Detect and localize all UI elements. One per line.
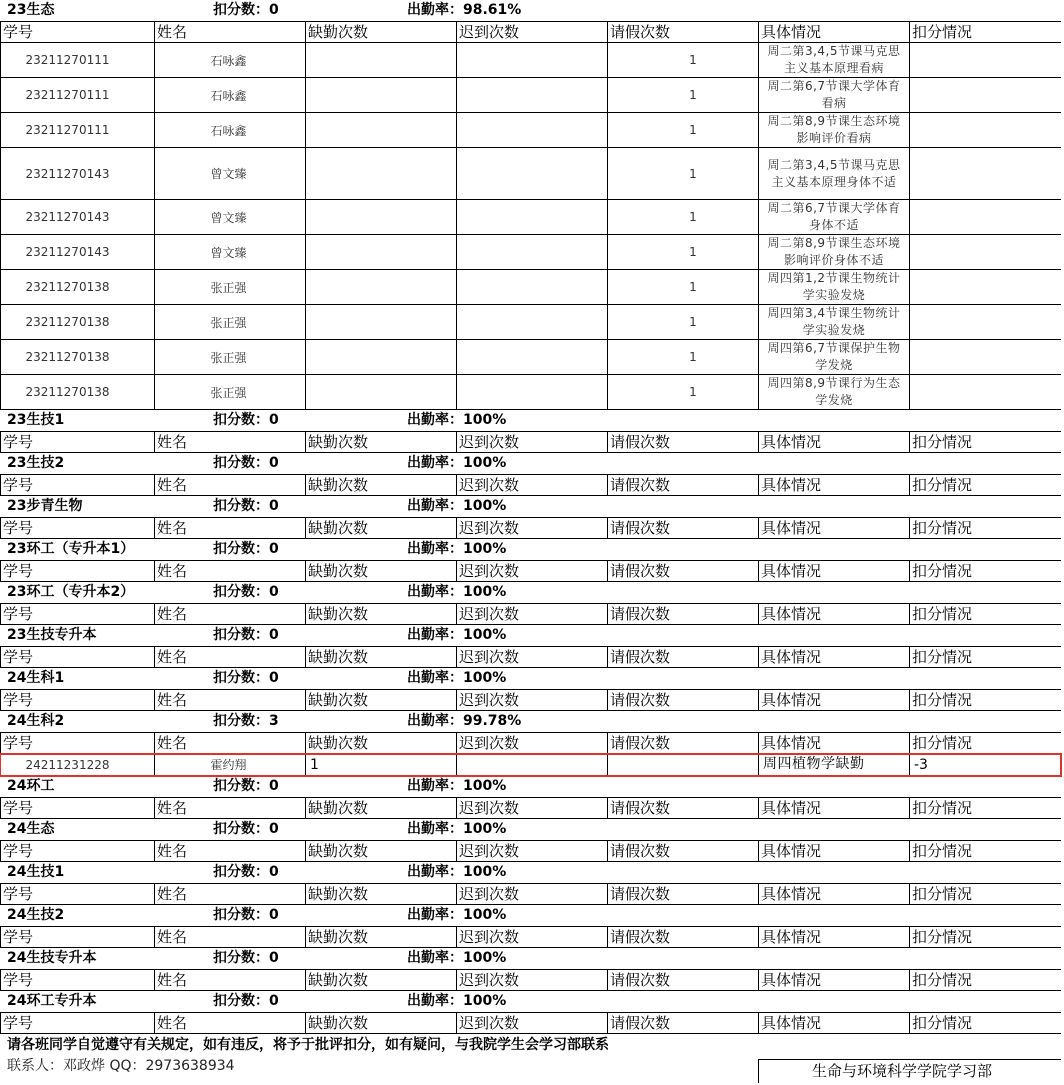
cell-detail: 周四第8,9节课行为生态学发烧 [759,375,910,409]
column-header: 扣分情况 [912,605,973,623]
attendance-rate: 出勤率：100% [407,627,507,643]
cell-detail: 周二第6,7节课大学体育身体不适 [759,200,910,234]
column-header: 缺勤次数 [306,690,457,710]
cell-name: 石咏鑫 [155,43,306,77]
column-header: 具体情况 [759,884,910,904]
column-header: 姓名 [155,604,306,624]
column-header: 请假次数 [608,884,759,904]
cell-late [457,754,608,775]
table-row [0,78,1061,113]
column-header: 姓名 [155,927,306,947]
header-row [0,22,1061,43]
column-header: 姓名 [155,518,306,538]
cell-deduct [910,113,1061,147]
cell-id: 23211270138 [0,375,155,409]
header-row [0,927,1061,948]
deduction-summary: 扣分数：0 [213,541,279,557]
table-row [0,235,1061,270]
cell-absent [306,375,457,409]
class-name: 23生技专升本 [7,627,97,643]
class-name: 23步青生物 [7,498,83,514]
cell-detail: 周二第3,4,5节课马克思主义基本原理身体不适 [759,148,910,199]
column-header: 学号 [0,884,155,904]
column-header: 学号 [0,432,155,452]
column-header: 学号 [0,561,155,581]
cell-late [457,78,608,112]
section-title [0,668,1061,690]
column-header: 学号 [0,518,155,538]
column-header: 迟到次数 [457,1013,608,1033]
column-header: 学号 [0,927,155,947]
column-header: 请假次数 [608,970,759,990]
column-header: 学号 [0,475,155,495]
column-header: 扣分情况 [912,799,973,817]
column-header: 姓名 [155,690,306,710]
column-header: 迟到次数 [457,841,608,861]
column-header: 学号 [0,604,155,624]
section-title [0,625,1061,647]
attendance-rate: 出勤率：98.61% [407,2,522,18]
column-header: 具体情况 [759,604,910,624]
column-header: 姓名 [155,475,306,495]
header-row [0,798,1061,819]
cell-leave: 1 [608,375,759,409]
cell-name: 张正强 [155,340,306,374]
column-header: 请假次数 [608,798,759,818]
column-header: 姓名 [155,432,306,452]
attendance-rate: 出勤率：100% [407,584,507,600]
column-header: 姓名 [155,798,306,818]
header-row [0,432,1061,453]
column-header: 迟到次数 [457,884,608,904]
section-title [0,410,1061,432]
column-header: 姓名 [155,884,306,904]
cell-deduct [910,43,1061,77]
column-header: 姓名 [155,841,306,861]
column-header: 学号 [0,647,155,667]
section-title [0,539,1061,561]
cell-id: 23211270111 [0,113,155,147]
column-header: 请假次数 [608,518,759,538]
deduction-summary: 扣分数：0 [213,455,279,471]
table-row [0,340,1061,375]
cell-leave: 1 [608,200,759,234]
cell-detail: 周四第3,4节课生物统计学实验发烧 [759,305,910,339]
cell-deduct [910,305,1061,339]
cell-late [457,375,608,409]
cell-absent [306,235,457,269]
cell-late [457,43,608,77]
table-row [0,375,1061,410]
attendance-rate: 出勤率：100% [407,455,507,471]
cell-deduct [910,235,1061,269]
deduction-summary: 扣分数：0 [213,2,279,18]
class-name: 23生技1 [7,412,65,428]
attendance-rate: 出勤率：100% [407,950,507,966]
attendance-rate: 出勤率：100% [407,864,507,880]
column-header: 迟到次数 [457,518,608,538]
table-row [0,43,1061,78]
cell-deduct [910,340,1061,374]
column-header: 请假次数 [608,841,759,861]
cell-name: 石咏鑫 [155,78,306,112]
class-name: 24生技1 [7,864,65,880]
class-name: 24生科1 [7,670,65,686]
cell-deduct [910,270,1061,304]
class-name: 23生态 [7,2,55,18]
contact-info: 联系人：邓政烨 QQ：2973638934 [7,1058,235,1074]
deduction-summary: 扣分数：0 [213,907,279,923]
header-row [0,884,1061,905]
column-header: 缺勤次数 [306,841,457,861]
column-header: 姓名 [155,1013,306,1033]
cell-deduct [910,148,1061,199]
cell-deduct: -3 [914,756,928,773]
column-header: 缺勤次数 [306,647,457,667]
column-header: 缺勤次数 [306,604,457,624]
deduction-summary: 扣分数：0 [213,993,279,1009]
section-title [0,991,1061,1013]
cell-detail: 周二第8,9节课生态环境影响评价身体不适 [759,235,910,269]
section-title [0,819,1061,841]
cell-late [457,340,608,374]
attendance-rate: 出勤率：100% [407,412,507,428]
cell-absent [306,148,457,199]
cell-id: 24211231228 [0,754,155,775]
column-header: 扣分情况 [912,433,973,451]
deduction-summary: 扣分数：0 [213,412,279,428]
cell-id: 23211270143 [0,235,155,269]
column-header: 缺勤次数 [306,970,457,990]
cell-absent [306,340,457,374]
cell-late [457,270,608,304]
cell-leave: 1 [608,78,759,112]
deduction-summary: 扣分数：0 [213,584,279,600]
cell-id: 23211270143 [0,200,155,234]
section-title [0,905,1061,927]
table-row [0,270,1061,305]
section-title [0,948,1061,970]
department-signature: 生命与环境科学学院学习部 [812,1062,993,1080]
cell-late [457,113,608,147]
section-title [0,776,1061,798]
header-row [0,475,1061,496]
cell-detail: 周二第6,7节课大学体育看病 [759,78,910,112]
deduction-summary: 扣分数：0 [213,950,279,966]
deduction-summary: 扣分数：0 [213,670,279,686]
class-name: 24环工 [7,778,55,794]
column-header: 缺勤次数 [306,1013,457,1033]
notice-text: 请各班同学自觉遵守有关规定，如有违反，将予于批评扣分，如有疑问，与我院学生会学习部联系 [7,1037,609,1053]
column-header: 缺勤次数 [306,884,457,904]
cell-leave: 1 [608,43,759,77]
column-header: 迟到次数 [457,798,608,818]
cell-name: 张正强 [155,375,306,409]
column-header: 具体情况 [759,927,910,947]
column-header: 姓名 [155,647,306,667]
cell-detail: 周四第1,2节课生物统计学实验发烧 [759,270,910,304]
column-header: 请假次数 [608,1013,759,1033]
class-name: 24生技专升本 [7,950,97,966]
column-header: 具体情况 [759,798,910,818]
cell-leave: 1 [608,305,759,339]
footer [0,1059,1061,1083]
class-name: 24环工专升本 [7,993,97,1009]
column-header: 请假次数 [608,733,759,753]
section-title [0,711,1061,733]
cell-late [457,235,608,269]
header-row [0,733,1061,754]
header-row [0,970,1061,991]
deduction-summary: 扣分数：0 [213,864,279,880]
section-title [0,862,1061,884]
column-header: 具体情况 [759,561,910,581]
column-header: 缺勤次数 [306,927,457,947]
deduction-summary: 扣分数：0 [213,498,279,514]
cell-leave: 1 [608,340,759,374]
column-header: 扣分情况 [912,519,973,537]
deduction-summary: 扣分数：0 [213,821,279,837]
column-header: 具体情况 [759,1013,910,1033]
header-row [0,518,1061,539]
class-name: 23环工（专升本1） [7,541,135,557]
cell-deduct [910,200,1061,234]
column-header: 具体情况 [759,970,910,990]
section-title [0,0,1061,22]
column-header: 请假次数 [608,927,759,947]
column-header: 请假次数 [608,22,759,42]
header-row [0,561,1061,582]
section-title [0,453,1061,475]
section-title [0,582,1061,604]
class-name: 24生科2 [7,713,65,729]
cell-leave: 1 [608,270,759,304]
column-header: 请假次数 [608,432,759,452]
column-header: 迟到次数 [457,970,608,990]
table-row [0,754,1061,776]
column-header: 缺勤次数 [306,432,457,452]
cell-detail: 周二第3,4,5节课马克思主义基本原理看病 [759,43,910,77]
column-header: 姓名 [155,733,306,753]
cell-leave [608,754,759,775]
header-row [0,841,1061,862]
column-header: 请假次数 [608,561,759,581]
cell-detail: 周四植物学缺勤 [759,754,910,775]
cell-late [457,148,608,199]
header-row [0,690,1061,711]
cell-absent [306,305,457,339]
column-header: 迟到次数 [457,561,608,581]
cell-deduct [910,375,1061,409]
attendance-rate: 出勤率：100% [407,498,507,514]
table-row [0,113,1061,148]
attendance-rate: 出勤率：100% [407,670,507,686]
class-name: 23生技2 [7,455,65,471]
attendance-rate: 出勤率：100% [407,541,507,557]
class-name: 23环工（专升本2） [7,584,135,600]
cell-absent [306,200,457,234]
column-header: 扣分情况 [912,971,973,989]
column-header: 扣分情况 [912,734,973,752]
cell-late [457,305,608,339]
column-header: 具体情况 [759,432,910,452]
column-header: 姓名 [155,22,306,42]
column-header: 迟到次数 [457,927,608,947]
cell-id: 23211270111 [0,43,155,77]
cell-name: 霍约翔 [155,754,306,775]
table-row [0,200,1061,235]
cell-name: 曾文臻 [155,235,306,269]
column-header: 缺勤次数 [306,22,457,42]
cell-deduct [910,78,1061,112]
column-header: 具体情况 [759,647,910,667]
cell-absent [306,43,457,77]
column-header: 扣分情况 [912,476,973,494]
cell-leave: 1 [608,113,759,147]
section-title [0,496,1061,518]
column-header: 具体情况 [759,690,910,710]
column-header: 扣分情况 [912,691,973,709]
cell-absent [306,270,457,304]
column-header: 迟到次数 [457,690,608,710]
cell-name: 张正强 [155,305,306,339]
column-header: 迟到次数 [457,22,608,42]
column-header: 请假次数 [608,475,759,495]
column-header: 缺勤次数 [306,475,457,495]
column-header: 学号 [0,733,155,753]
table-row [0,305,1061,340]
column-header: 具体情况 [759,22,910,42]
column-header: 学号 [0,690,155,710]
column-header: 迟到次数 [457,647,608,667]
column-header: 学号 [0,798,155,818]
column-header: 扣分情况 [912,648,973,666]
column-header: 扣分情况 [912,842,973,860]
column-header: 请假次数 [608,604,759,624]
cell-detail: 周二第8,9节课生态环境影响评价看病 [759,113,910,147]
class-name: 24生技2 [7,907,65,923]
column-header: 具体情况 [759,733,910,753]
column-header: 学号 [0,1013,155,1033]
cell-detail: 周四第6,7节课保护生物学发烧 [759,340,910,374]
cell-id: 23211270138 [0,305,155,339]
column-header: 学号 [0,841,155,861]
header-row [0,604,1061,625]
column-header: 缺勤次数 [306,561,457,581]
column-header: 扣分情况 [912,928,973,946]
column-header: 缺勤次数 [306,798,457,818]
column-header: 姓名 [155,970,306,990]
cell-absent [306,78,457,112]
column-header: 迟到次数 [457,604,608,624]
column-header: 请假次数 [608,690,759,710]
column-header: 学号 [0,22,155,42]
class-name: 24生态 [7,821,55,837]
cell-id: 23211270111 [0,78,155,112]
attendance-rate: 出勤率：99.78% [407,713,522,729]
column-header: 缺勤次数 [306,733,457,753]
cell-name: 曾文臻 [155,200,306,234]
column-header: 扣分情况 [912,23,973,41]
cell-absent [306,113,457,147]
deduction-summary: 扣分数：0 [213,627,279,643]
column-header: 具体情况 [759,841,910,861]
column-header: 具体情况 [759,475,910,495]
column-header: 迟到次数 [457,475,608,495]
column-header: 扣分情况 [912,562,973,580]
header-row [0,1013,1061,1034]
cell-name: 张正强 [155,270,306,304]
deduction-summary: 扣分数：0 [213,778,279,794]
column-header: 请假次数 [608,647,759,667]
cell-leave: 1 [608,148,759,199]
column-header: 姓名 [155,561,306,581]
cell-name: 曾文臻 [155,148,306,199]
column-header: 学号 [0,970,155,990]
column-header: 迟到次数 [457,733,608,753]
table-row [0,148,1061,200]
cell-absent: 1 [306,754,457,775]
column-header: 具体情况 [759,518,910,538]
cell-leave: 1 [608,235,759,269]
attendance-rate: 出勤率：100% [407,821,507,837]
column-header: 扣分情况 [912,1014,973,1032]
header-row [0,647,1061,668]
cell-id: 23211270143 [0,148,155,199]
attendance-rate: 出勤率：100% [407,778,507,794]
cell-late [457,200,608,234]
deduction-summary: 扣分数：3 [213,713,279,729]
cell-name: 石咏鑫 [155,113,306,147]
column-header: 迟到次数 [457,432,608,452]
column-header: 缺勤次数 [306,518,457,538]
attendance-rate: 出勤率：100% [407,993,507,1009]
cell-id: 23211270138 [0,340,155,374]
attendance-rate: 出勤率：100% [407,907,507,923]
cell-id: 23211270138 [0,270,155,304]
column-header: 扣分情况 [912,885,973,903]
